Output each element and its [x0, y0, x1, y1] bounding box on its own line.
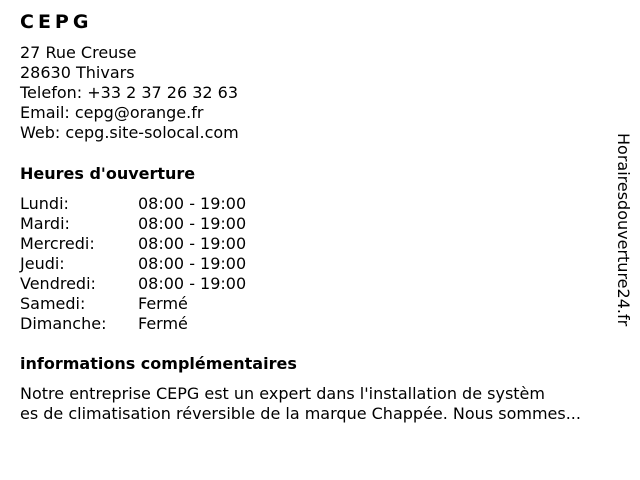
contact-block: [20, 43, 239, 143]
hours-heading: Heures d'ouverture: [20, 164, 196, 183]
info-heading: informations complémentaires: [20, 354, 297, 373]
hours-time: Fermé: [138, 314, 188, 333]
hours-day: Mercredi:: [20, 234, 95, 253]
address-city: 28630 Thivars: [20, 63, 135, 82]
hours-day: Dimanche:: [20, 314, 107, 333]
watermark-text: Horairesdouverture24.fr: [614, 133, 633, 327]
description-line-1: Notre entreprise CEPG est un expert dans l'installation de systèm: [20, 384, 545, 403]
hours-day: Lundi:: [20, 194, 69, 213]
hours-time: 08:00 - 19:00: [138, 194, 247, 213]
description: [20, 384, 632, 424]
hours-time: 08:00 - 19:00: [138, 274, 247, 293]
hours-day: Samedi:: [20, 294, 86, 313]
email-line: Email: cepg@orange.fr: [20, 103, 204, 122]
web-line: Web: cepg.site-solocal.com: [20, 123, 239, 142]
description-line-2: es de climatisation réversible de la marque Chappée. Nous sommes...: [20, 404, 581, 423]
address-street: 27 Rue Creuse: [20, 43, 137, 62]
business-name: CEPG: [20, 11, 93, 33]
phone-line: Telefon: +33 2 37 26 32 63: [20, 83, 239, 102]
hours-day: Vendredi:: [20, 274, 96, 293]
hours-day: Mardi:: [20, 214, 70, 233]
hours-time: Fermé: [138, 294, 188, 313]
hours-time: 08:00 - 19:00: [138, 234, 247, 253]
hours-time: 08:00 - 19:00: [138, 254, 247, 273]
hours-day: Jeudi:: [20, 254, 65, 273]
hours-time: 08:00 - 19:00: [138, 214, 247, 233]
